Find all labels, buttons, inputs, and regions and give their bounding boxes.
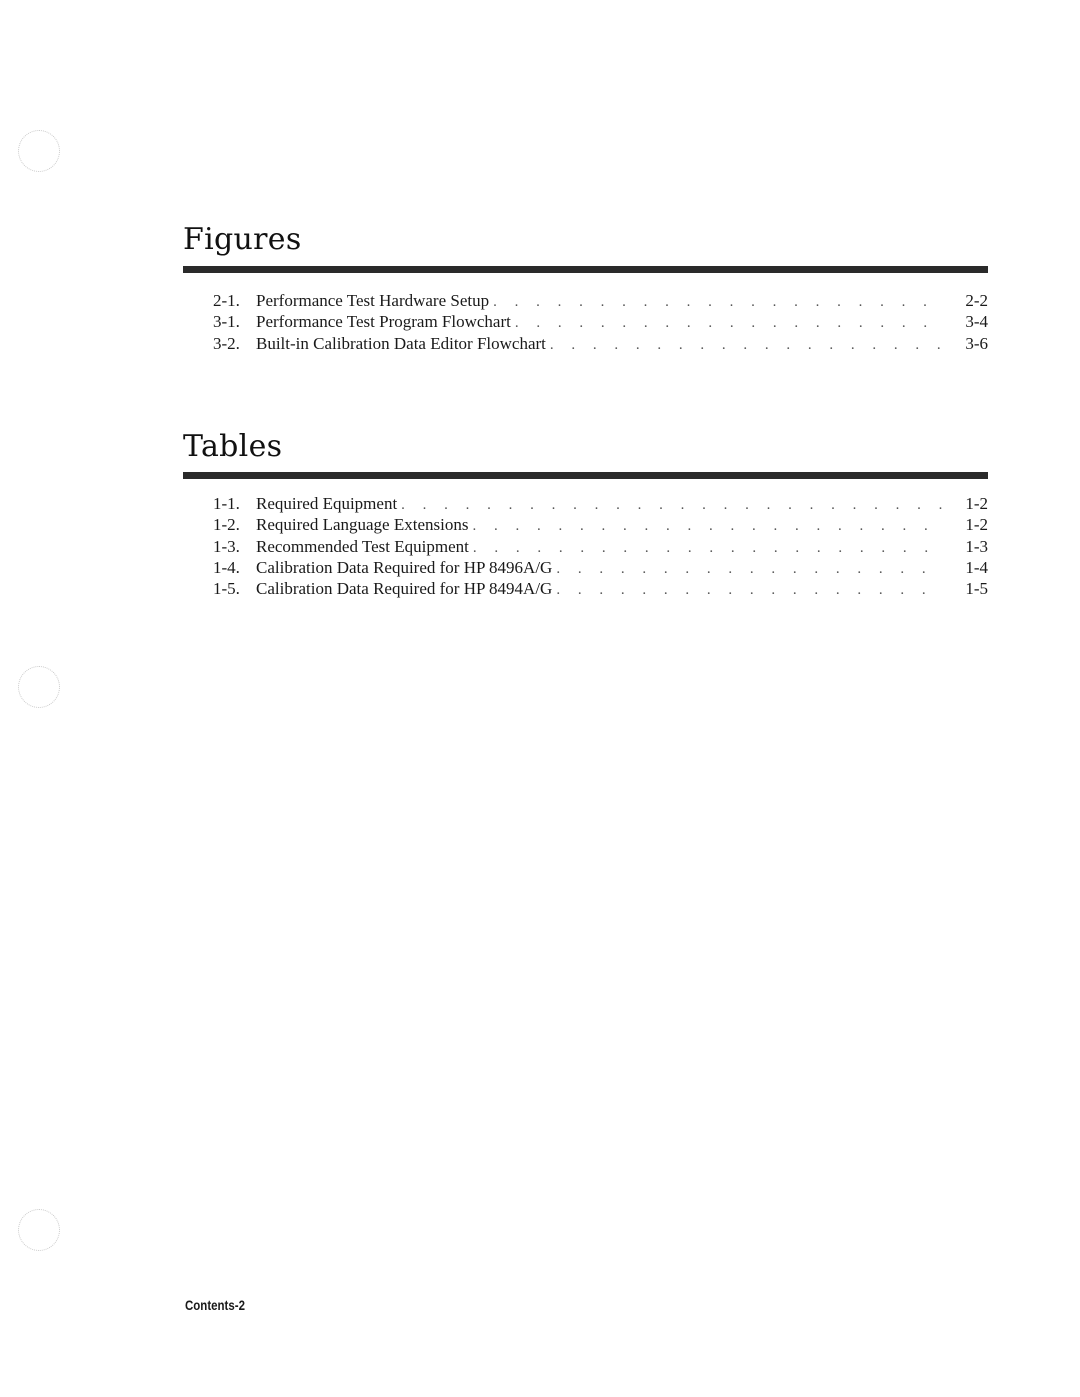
punch-hole-mark [18, 666, 60, 708]
punch-hole-mark [18, 1209, 60, 1251]
tables-list [213, 493, 988, 599]
table-title: Calibration Data Required for HP 8494A/G [256, 579, 553, 599]
dot-leader [473, 538, 942, 559]
page-footer-label: Contents-2 [185, 1297, 245, 1313]
table-page-number: 1-5 [965, 579, 988, 599]
dot-leader [556, 580, 942, 601]
figure-number: 3-1. [213, 312, 240, 332]
figures-divider [183, 266, 988, 273]
dot-leader [401, 495, 942, 516]
tables-heading: Tables [183, 429, 283, 464]
punch-hole-mark [18, 130, 60, 172]
table-entry[interactable] [213, 493, 988, 514]
dot-leader [515, 313, 942, 334]
table-number: 1-3. [213, 536, 240, 556]
table-number: 1-1. [213, 494, 240, 513]
figure-title: Performance Test Program Flowchart [256, 312, 511, 332]
table-title: Calibration Data Required for HP 8496A/G [256, 557, 553, 577]
table-entry[interactable] [213, 536, 988, 557]
figure-page-number: 3-4 [965, 312, 988, 332]
table-page-number: 1-2 [965, 494, 988, 513]
table-title: Required Equipment [256, 494, 398, 513]
figure-title: Built-in Calibration Data Editor Flowchart [256, 333, 546, 353]
table-number: 1-5. [213, 579, 240, 599]
table-number: 1-4. [213, 557, 240, 577]
figures-heading: Figures [183, 222, 302, 257]
figure-entry[interactable] [213, 311, 988, 332]
figure-page-number: 3-6 [965, 333, 988, 353]
figure-title: Performance Test Hardware Setup [256, 291, 490, 310]
figure-entry[interactable] [213, 290, 988, 311]
dot-leader [472, 516, 942, 537]
table-title: Recommended Test Equipment [256, 536, 469, 556]
table-title: Required Language Extensions [256, 515, 469, 535]
table-entry[interactable] [213, 514, 988, 535]
dot-leader [493, 292, 942, 313]
tables-divider [183, 472, 988, 479]
table-page-number: 1-4 [965, 557, 988, 577]
table-number: 1-2. [213, 515, 240, 535]
table-entry[interactable] [213, 557, 988, 578]
figure-number: 3-2. [213, 333, 240, 353]
table-page-number: 1-2 [965, 515, 988, 535]
dot-leader [556, 559, 942, 580]
figure-page-number: 2-2 [965, 291, 988, 310]
dot-leader [550, 335, 942, 356]
figures-list [213, 290, 988, 354]
table-entry[interactable] [213, 578, 988, 599]
table-page-number: 1-3 [965, 536, 988, 556]
figure-number: 2-1. [213, 291, 240, 310]
figure-entry[interactable] [213, 333, 988, 354]
